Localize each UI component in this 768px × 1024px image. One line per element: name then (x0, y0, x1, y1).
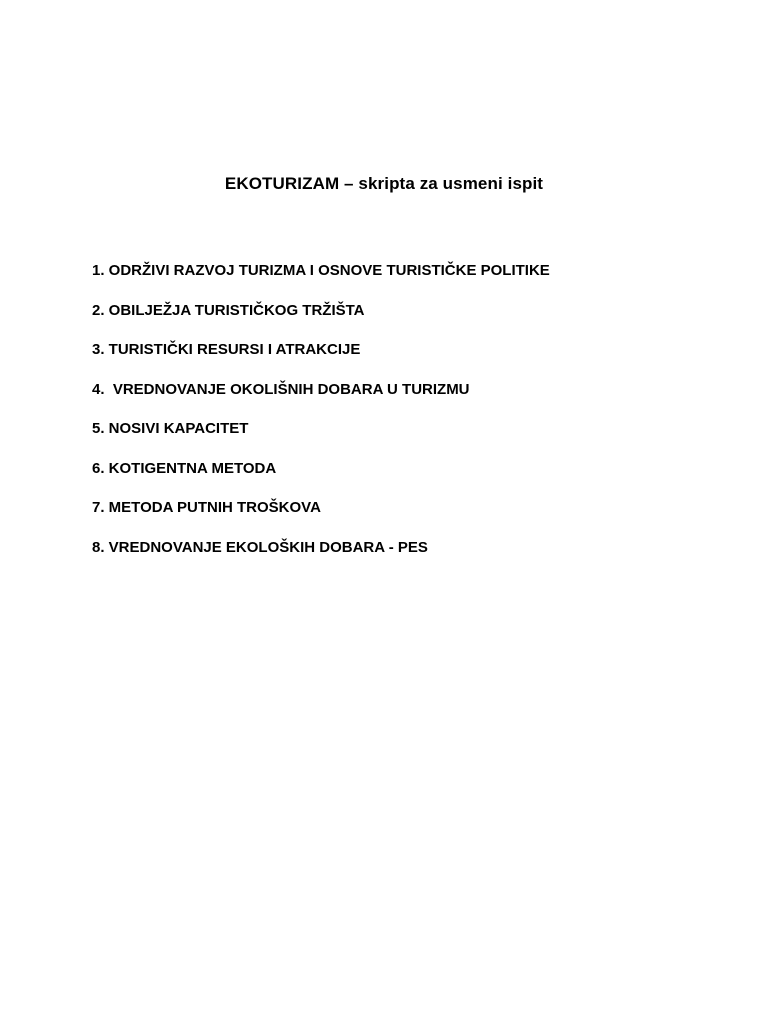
topic-item-1: 1. ODRŽIVI RAZVOJ TURIZMA I OSNOVE TURISTIČKE POLITIKE (92, 262, 550, 279)
topic-item-2: 2. OBILJEŽJA TURISTIČKOG TRŽIŠTA (92, 301, 365, 319)
topic-item-7: 7. METODA PUTNIH TROŠKOVA (92, 499, 321, 516)
topic-list (92, 261, 550, 577)
topic-item-6: 6. KOTIGENTNA METODA (92, 459, 277, 477)
topic-item-8: 8. VREDNOVANJE EKOLOŠKIH DOBARA - PES (92, 538, 428, 556)
topic-item-4: 4. VREDNOVANJE OKOLIŠNIH DOBARA U TURIZMU (92, 380, 470, 398)
topic-item-3: 3. TURISTIČKI RESURSI I ATRAKCIJE (92, 341, 361, 358)
document-title: EKOTURIZAM – skripta za usmeni ispit (224, 174, 544, 193)
topic-item-5: 5. NOSIVI KAPACITET (92, 420, 249, 437)
